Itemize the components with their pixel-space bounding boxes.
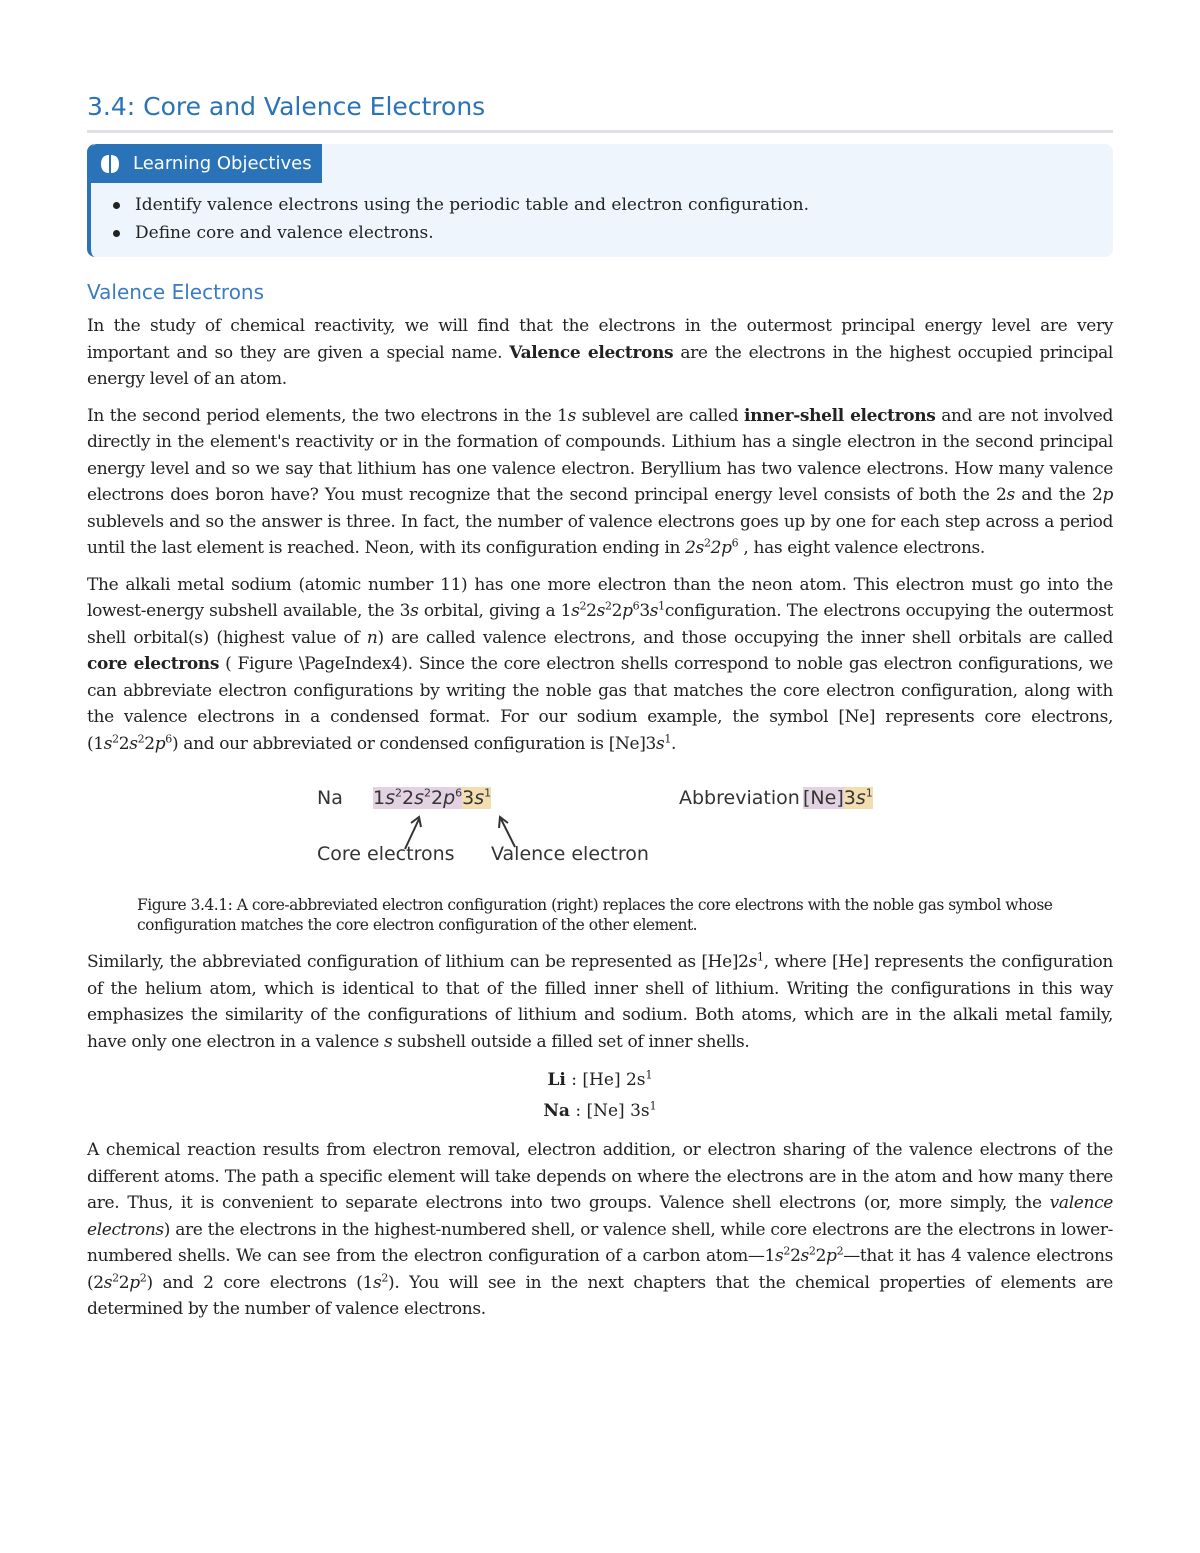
paragraph-3: The alkali metal sodium (atomic number 11) has one more electron than the neon atom. This electron must go into the lowest-energy subshell available, the 3s orbital, giving a $1s^22s^22p^63s^1configuration$. The electrons occupying the outermost shell orbital(s) (highest value of n) are called valence electrons, and those occupying the inner shell orbitals are called core electrons ( Figure \PageIndex4). Since the core electron shells correspond to noble gas electron configurations, we can abbreviate electron configurations by writing the noble gas that matches the core electron configuration, along with the valence electrons in a condensed format. For our sodium example, the symbol [Ne] represents core electrons, $(1s^22s^22p^6)$ and our abbreviated or condensed configuration is $[Ne]3s^1$.: [87, 574, 1113, 754]
abbr-core-highlight: [Ne]: [803, 787, 844, 809]
paragraph-5: A chemical reaction results from electron removal, electron addition, or electron sharing of the valence electrons of the different atoms. The path a specific element will take depends on where the electrons are in the atom and how many there are. Thus, it is convenient to separate electrons into two groups. Valence shell electrons (or, more simply, the valence electrons) are the electrons in the highest-numbered shell, or valence shell, while core electrons are the electrons in lower-numbered shells. We can see from the electron configuration of a carbon $atom—1s^22s^22p^2—that$ it has 4 valence electrons $(2s^22p^2)$ and 2 core electrons $(1s^2)$. You will see in the next chapters that the chemical properties of elements are determined by the number of valence electrons.: [87, 1140, 1114, 1319]
learning-objectives-title: Learning Objectives: [133, 153, 312, 174]
figure-electron-configuration: [87, 767, 1113, 895]
figure-na-configuration: [373, 785, 491, 811]
objective-text: Define core and valence electrons.: [135, 223, 434, 243]
figure-na-label: Na: [317, 787, 343, 809]
figure-abbreviated-configuration: [803, 785, 873, 811]
valence-highlight: $3s^1$: [462, 786, 492, 809]
figure-caption: Figure 3.4.1: A core-abbreviated electron configuration (right) replaces the core electrons with the noble gas symbol whose configuration matches the core electron configuration of the other element.: [137, 896, 1053, 934]
learning-objectives-header: [91, 144, 322, 183]
equations-block: [87, 1065, 1113, 1127]
learning-objectives-box: [87, 144, 1113, 257]
paragraph-2: In the second period elements, the two electrons in the 1s sublevel are called inner-shell electrons and are not involved directly in the element's reactivity or in the formation of compounds. Lithium has a single electron in the second principal energy level and so we say that lithium has one valence electron. Beryllium has two valence electrons. How many valence electrons does boron have? You must recognize that the second principal energy level consists of both the 2s and the 2p sublevels and so the answer is three. In fact, the number of valence electrons goes up by one for each step across a period until the last element is reached. Neon, with its configuration ending in $2s^22p^6$ , has eight valence electrons.: [87, 405, 1114, 558]
equation-na: Na : [Ne] $3s^1$: [543, 1099, 657, 1121]
term-valence-electrons: Valence electrons: [509, 342, 674, 363]
objectives-list: [91, 191, 1113, 247]
figure-valence-label: Valence electron: [491, 843, 649, 865]
figure-core-label: Core electrons: [317, 843, 455, 865]
objective-item: [105, 219, 1113, 247]
paragraph-1: In the study of chemical reactivity, we will find that the electrons in the outermost principal energy level are very important and so they are given a special name. Valence electrons are the electrons in the highest occupied principal energy level of an atom.: [87, 316, 1114, 389]
bullet: [113, 202, 120, 209]
bullet: [113, 230, 120, 237]
core-highlight: $1s^22s^22p^6$: [373, 786, 463, 809]
term-core-electrons: core electrons: [87, 654, 220, 674]
brain-icon: [99, 153, 121, 175]
objective-item: [105, 191, 1113, 219]
equation-li: Li : [He] $2s^1$: [547, 1068, 653, 1090]
section-heading: Valence Electrons: [87, 280, 265, 304]
figure-abbreviation-label: Abbreviation: [679, 787, 800, 809]
objective-text: Identify valence electrons using the periodic table and electron configuration.: [135, 195, 810, 215]
term-inner-shell-electrons: inner-shell electrons: [744, 405, 936, 426]
page: [87, 90, 1113, 1333]
page-title: 3.4: Core and Valence Electrons: [87, 90, 1113, 133]
abbr-valence-highlight: $3s^1$: [843, 786, 873, 809]
paragraph-4: Similarly, the abbreviated configuration of lithium can be represented as $[He]2s^1$, where [He] represents the configuration of the helium atom, which is identical to that of the filled inner shell of lithium. Writing the configurations in this way emphasizes the similarity of the configurations of lithium and sodium. Both atoms, which are in the alkali metal family, have only one electron in a valence s subshell outside a filled set of inner shells.: [87, 950, 1113, 1052]
